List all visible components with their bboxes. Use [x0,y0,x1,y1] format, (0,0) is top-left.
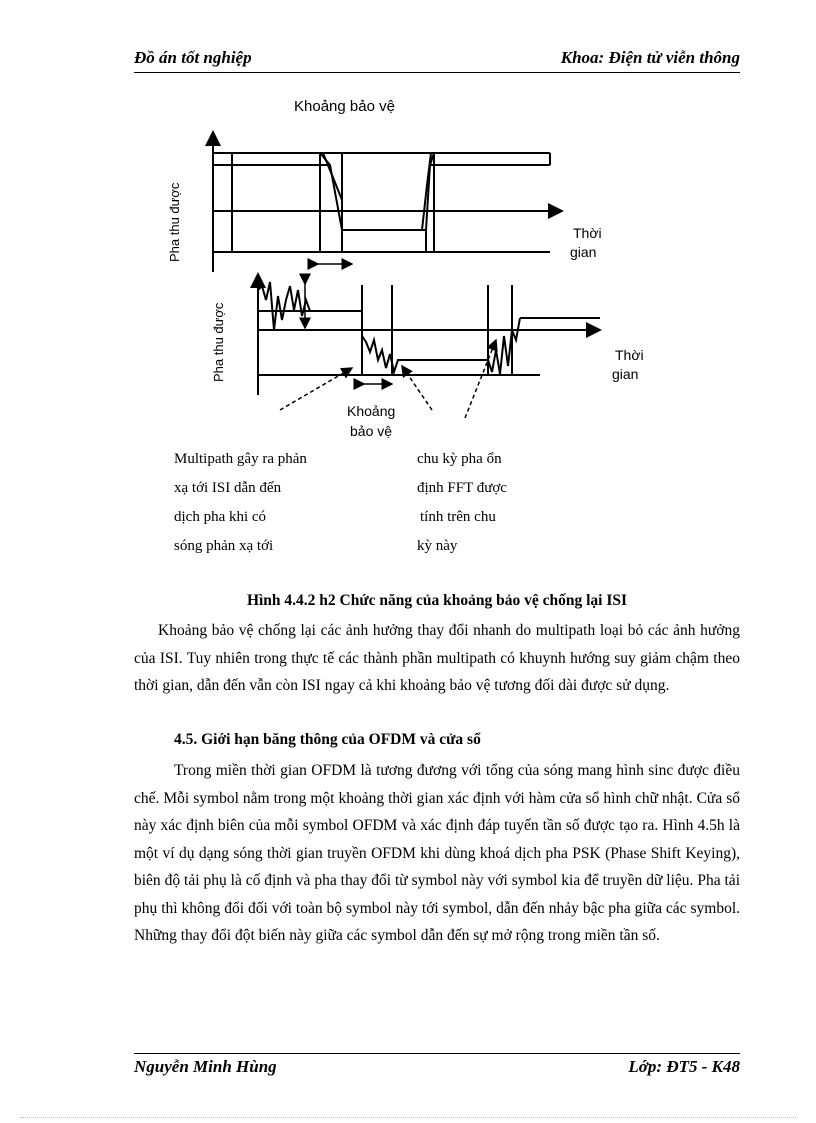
annot-left-3: dịch pha khi có [174,509,267,525]
bottom-x-label-2: gian [612,366,639,382]
bottom-guard-label-2: bảo vệ [350,423,393,439]
section-heading: 4.5. Giới hạn băng thông của OFDM và cửa sổ [174,731,481,748]
paragraph-1-text: Khoảng bảo vệ chống lại các ảnh hưởng thay đổi nhanh do multipath loại bỏ các ảnh hưởng của ISI. Tuy nhiên trong thực tế các thành phần multipath có khuynh hướng suy giảm chậm theo thời gian, dẫn đến vẫn còn ISI ngay cả khi khoảng bảo vệ tương đối dài được sử dụng. [134,622,740,694]
annot-left-4: sóng phản xạ tới [174,538,274,554]
figure-svg [150,90,670,450]
bottom-x-label-1: Thời [615,347,644,363]
guard-interval-figure [150,90,670,450]
paragraph-guard-interval [134,617,740,700]
bottom-y-label: Pha thu được [211,302,226,382]
paragraph-ofdm-window [134,757,740,950]
page-header [134,48,740,73]
annot-left-2: xạ tới ISI dẫn đến [174,480,282,496]
annot-right-1: chu kỳ pha ổn [417,451,502,467]
header-department: Khoa: Điện tử viễn thông [560,48,740,67]
figure-guard-label-top: Khoảng bảo vệ [294,98,395,115]
header-title: Đồ án tốt nghiệp [134,48,252,67]
figure-caption: Hình 4.4.2 h2 Chức năng của khoảng bảo vệ chống lại ISI [246,592,628,609]
footer-class: Lớp: ĐT5 - K48 [628,1057,740,1076]
dashed-pointer-right [465,340,496,418]
top-x-label-1: Thời [573,225,602,241]
annot-left-1: Multipath gây ra phản [174,451,307,467]
top-waveform [213,153,550,252]
page-footer [134,1053,740,1076]
top-y-label: Pha thu được [167,182,182,262]
annot-right-2: định FFT được [417,480,507,496]
paragraph-2-text: Trong miền thời gian OFDM là tương đương với tổng của sóng mang hình sinc được điều chế. Mỗi symbol nằm trong một khoảng thời gian xác định với hàm cửa sổ hình chữ nhật. Cửa sổ này xác định biên của mỗi symbol OFDM và xác định đáp tuyến tần số được tạo ra. Hình 4.5h là một ví dụ dạng sóng thời gian truyền OFDM khi dùng khoá dịch pha PSK (Phase Shift Keying), biên độ tải phụ là cố định và pha thay đổi từ symbol này với symbol kia để truyền dữ liệu. Pha tải phụ thì không đổi đối với toàn bộ symbol này tới symbol, dẫn đến nhảy bậc pha giữa các symbol. Những thay đổi đột biến này giữa các symbol dẫn đến sự mở rộng trong miền tần số. [134,762,740,944]
top-x-label-2: gian [570,244,597,260]
bottom-waveform [258,282,600,375]
footer-author: Nguyễn Minh Hùng [134,1057,277,1076]
dashed-pointer-middle [402,366,432,410]
page-bottom-divider [20,1117,796,1118]
bottom-guard-label-1: Khoảng [347,403,396,419]
annot-right-4: kỳ này [417,538,458,554]
annot-right-3: tính trên chu [420,509,496,525]
